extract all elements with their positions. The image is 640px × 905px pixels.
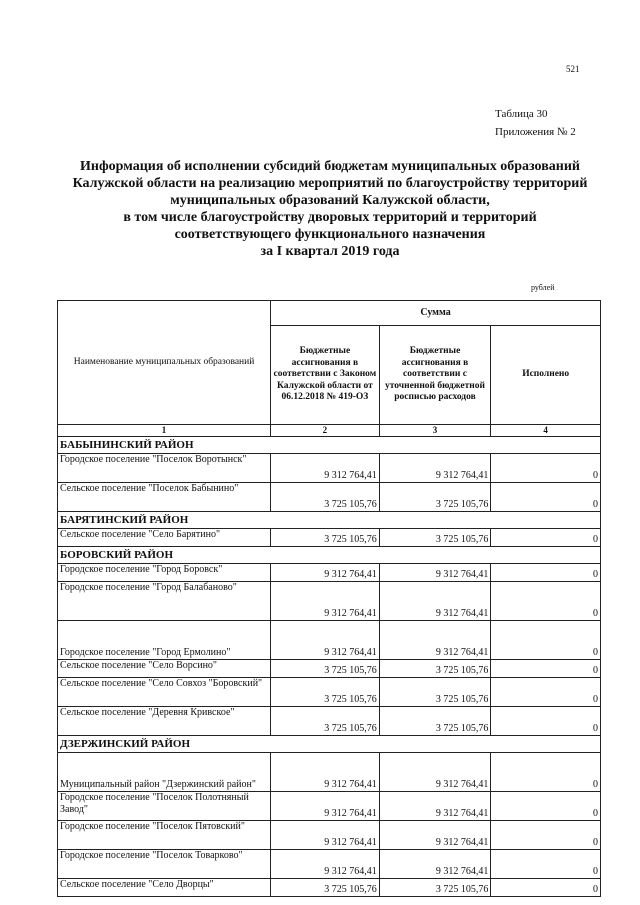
executed-value: 0 <box>491 879 601 897</box>
refined-allocation-value: 9 312 764,41 <box>379 850 491 879</box>
table-row <box>58 753 601 792</box>
executed-value: 0 <box>491 582 601 621</box>
refined-allocation-value: 3 725 105,76 <box>379 660 491 678</box>
header-sum-group: Сумма <box>271 301 601 326</box>
units-label: рублей <box>531 283 555 292</box>
header-name-column: Наименование муниципальных образований <box>58 301 271 425</box>
title-line: муниципальных образований Калужской области, <box>170 193 490 208</box>
municipality-name: Сельское поселение "Село Ворсино" <box>58 660 271 678</box>
refined-allocation-value: 9 312 764,41 <box>379 454 491 483</box>
appendix-label: Приложения № 2 <box>495 126 576 138</box>
law-allocation-value: 3 725 105,76 <box>271 529 380 547</box>
district-name: БАРЯТИНСКИЙ РАЙОН <box>58 512 601 529</box>
executed-value: 0 <box>491 707 601 736</box>
executed-value: 0 <box>491 621 601 660</box>
municipality-name: Сельское поселение "Село Дворцы" <box>58 879 271 897</box>
header-refined-allocations: Бюджетные ассигнования в соответствии с уточненной бюджетной росписью расходов <box>379 326 491 425</box>
header-executed: Исполнено <box>491 326 601 425</box>
document-title <box>40 158 620 260</box>
municipality-name: Сельское поселение "Село Совхоз "Боровский" <box>58 678 271 707</box>
column-number: 4 <box>491 425 601 437</box>
law-allocation-value: 3 725 105,76 <box>271 483 380 512</box>
refined-allocation-value: 9 312 764,41 <box>379 792 491 821</box>
law-allocation-value: 3 725 105,76 <box>271 660 380 678</box>
executed-value: 0 <box>491 483 601 512</box>
table-row <box>58 454 601 483</box>
municipality-name: Городское поселение "Поселок Пятовский" <box>58 821 271 850</box>
table-row <box>58 850 601 879</box>
executed-value: 0 <box>491 660 601 678</box>
table-row <box>58 483 601 512</box>
law-allocation-value: 9 312 764,41 <box>271 621 380 660</box>
district-name: ДЗЕРЖИНСКИЙ РАЙОН <box>58 736 601 753</box>
page-number: 521 <box>566 64 580 74</box>
municipality-name: Сельское поселение "Село Барятино" <box>58 529 271 547</box>
municipality-name: Городское поселение "Поселок Полотняный Завод" <box>58 792 271 821</box>
law-allocation-value: 3 725 105,76 <box>271 678 380 707</box>
executed-value: 0 <box>491 564 601 582</box>
municipality-name: Сельское поселение "Поселок Бабынино" <box>58 483 271 512</box>
district-row <box>58 437 601 454</box>
municipality-name: Сельское поселение "Деревня Кривское" <box>58 707 271 736</box>
law-allocation-value: 9 312 764,41 <box>271 753 380 792</box>
district-name: БАБЫНИНСКИЙ РАЙОН <box>58 437 601 454</box>
law-allocation-value: 9 312 764,41 <box>271 454 380 483</box>
title-line: соответствующего функционального назначения <box>174 227 486 242</box>
law-allocation-value: 9 312 764,41 <box>271 792 380 821</box>
district-row <box>58 547 601 564</box>
table-row <box>58 879 601 897</box>
table-row <box>58 529 601 547</box>
title-line: в том числе благоустройству дворовых территорий и территорий <box>123 210 537 225</box>
table-row <box>58 564 601 582</box>
law-allocation-value: 9 312 764,41 <box>271 582 380 621</box>
refined-allocation-value: 3 725 105,76 <box>379 678 491 707</box>
table-row <box>58 660 601 678</box>
executed-value: 0 <box>491 753 601 792</box>
table-row <box>58 582 601 621</box>
municipality-name: Городское поселение "Поселок Воротынск" <box>58 454 271 483</box>
municipality-name: Городское поселение "Поселок Товарково" <box>58 850 271 879</box>
law-allocation-value: 9 312 764,41 <box>271 821 380 850</box>
refined-allocation-value: 9 312 764,41 <box>379 582 491 621</box>
executed-value: 0 <box>491 850 601 879</box>
law-allocation-value: 9 312 764,41 <box>271 850 380 879</box>
refined-allocation-value: 9 312 764,41 <box>379 564 491 582</box>
table-row <box>58 792 601 821</box>
municipality-name: Городское поселение "Город Ермолино" <box>58 621 271 660</box>
executed-value: 0 <box>491 529 601 547</box>
column-number: 2 <box>271 425 380 437</box>
refined-allocation-value: 9 312 764,41 <box>379 753 491 792</box>
executed-value: 0 <box>491 821 601 850</box>
executed-value: 0 <box>491 678 601 707</box>
refined-allocation-value: 9 312 764,41 <box>379 621 491 660</box>
law-allocation-value: 3 725 105,76 <box>271 707 380 736</box>
table-row <box>58 821 601 850</box>
refined-allocation-value: 3 725 105,76 <box>379 707 491 736</box>
title-line: Информация об исполнении субсидий бюджетам муниципальных образований <box>80 159 580 174</box>
column-number: 1 <box>58 425 271 437</box>
refined-allocation-value: 3 725 105,76 <box>379 879 491 897</box>
executed-value: 0 <box>491 792 601 821</box>
table-row <box>58 707 601 736</box>
executed-value: 0 <box>491 454 601 483</box>
column-number: 3 <box>379 425 491 437</box>
subsidy-table <box>57 300 601 897</box>
table-row <box>58 621 601 660</box>
title-line: за I квартал 2019 года <box>260 244 400 259</box>
district-row <box>58 512 601 529</box>
refined-allocation-value: 3 725 105,76 <box>379 529 491 547</box>
refined-allocation-value: 9 312 764,41 <box>379 821 491 850</box>
header-law-allocations: Бюджетные ассигнования в соответствии с Законом Калужской области от 06.12.2018 № 419-ОЗ <box>271 326 380 425</box>
district-row <box>58 736 601 753</box>
district-name: БОРОВСКИЙ РАЙОН <box>58 547 601 564</box>
municipality-name: Городское поселение "Город Боровск" <box>58 564 271 582</box>
refined-allocation-value: 3 725 105,76 <box>379 483 491 512</box>
title-line: Калужской области на реализацию мероприятий по благоустройству территорий <box>72 176 588 191</box>
law-allocation-value: 3 725 105,76 <box>271 879 380 897</box>
municipality-name: Городское поселение "Город Балабаново" <box>58 582 271 621</box>
law-allocation-value: 9 312 764,41 <box>271 564 380 582</box>
municipality-name: Муниципальный район "Дзержинский район" <box>58 753 271 792</box>
table-label: Таблица 30 <box>495 108 548 120</box>
table-row <box>58 678 601 707</box>
